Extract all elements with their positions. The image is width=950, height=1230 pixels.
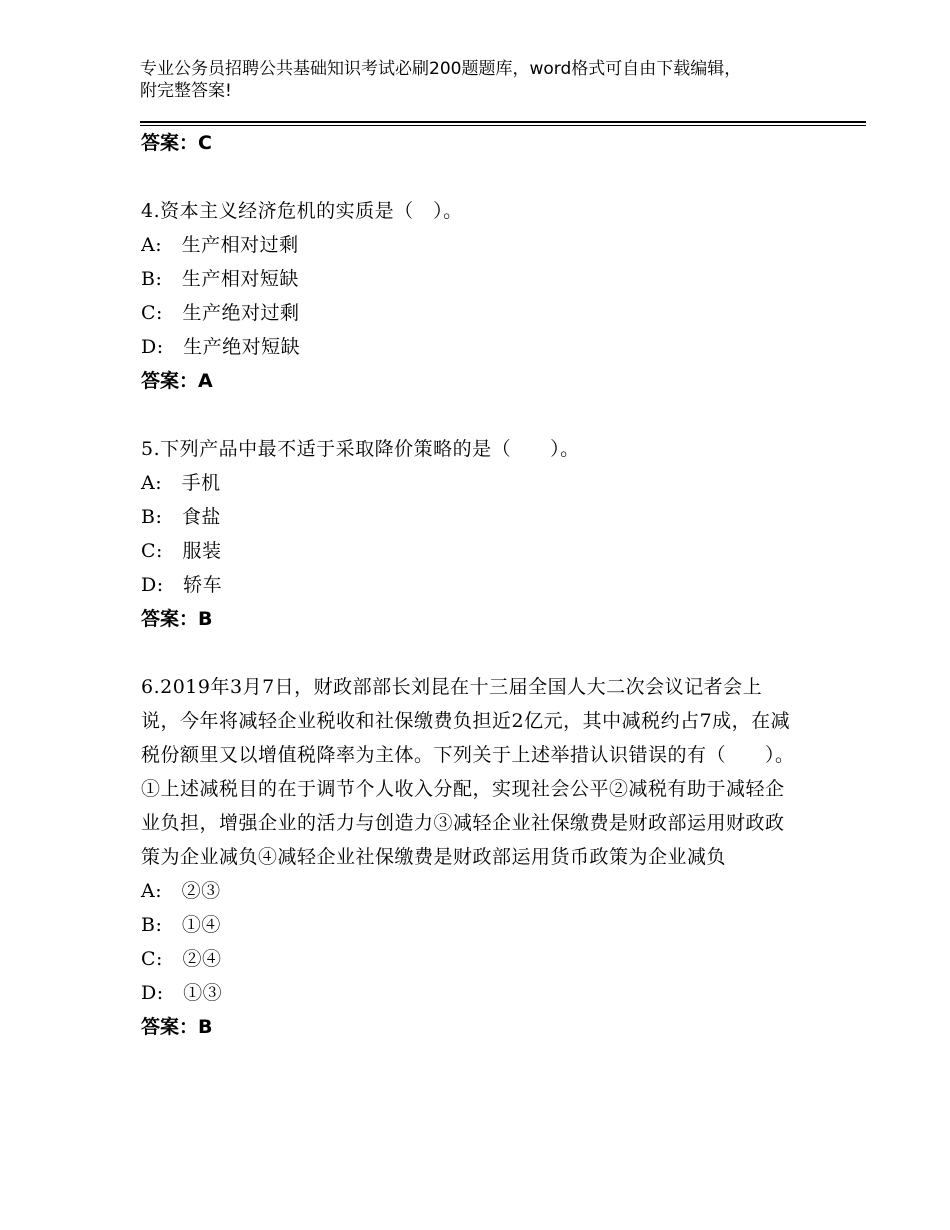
- option-c: C: 生产绝对过剩: [141, 302, 300, 324]
- question-list: [141, 126, 801, 1044]
- option-a: A: 手机: [141, 472, 221, 494]
- question-stem: 4.资本主义经济危机的实质是（ ）。: [141, 200, 463, 222]
- answer-line: 答案：C: [141, 132, 212, 154]
- header-line-2: 附完整答案!: [140, 81, 232, 101]
- question-stem: 5.下列产品中最不适于采取降价策略的是（ ）。: [141, 438, 580, 460]
- question-block: [141, 432, 801, 636]
- option-d: D: 轿车: [141, 574, 223, 596]
- option-b: B: 生产相对短缺: [141, 268, 299, 290]
- option-c: C: 服装: [141, 540, 222, 562]
- option-d: D: 生产绝对短缺: [141, 336, 301, 358]
- header-divider-thick: [140, 121, 866, 123]
- question-block: [141, 194, 801, 398]
- answer-line: 答案：B: [141, 608, 213, 630]
- option-b: B: 食盐: [141, 506, 221, 528]
- answer-line: 答案：B: [141, 1016, 213, 1038]
- answer-line: 答案：A: [141, 370, 213, 392]
- question-stem: 6.2019年3月7日，财政部部长刘昆在十三届全国人大二次会议记者会上说，今年将减轻企业税收和社保缴费负担近2亿元，其中减税约占7成，在减税份额里又以增值税降率为主体。下列关于上述举措认识错误的有（ ）。①上述减税目的在于调节个人收入分配，实现社会公平②减税有助于减轻企业负担，增强企业的活力与创造力③减轻企业社保缴费是财政部运用财政政策为企业减负④减轻企业社保缴费是财政部运用货币政策为企业减负: [141, 676, 795, 868]
- option-c: C: ②④: [141, 948, 222, 970]
- option-b: B: ①④: [141, 914, 221, 936]
- page-header: [140, 58, 820, 102]
- option-d: D: ①③: [141, 982, 223, 1004]
- option-a: A: ②③: [141, 880, 221, 902]
- option-a: A: 生产相对过剩: [141, 234, 299, 256]
- header-line-1: 专业公务员招聘公共基础知识考试必刷200题题库，word格式可自由下载编辑，: [140, 59, 742, 79]
- question-block: [141, 670, 801, 1044]
